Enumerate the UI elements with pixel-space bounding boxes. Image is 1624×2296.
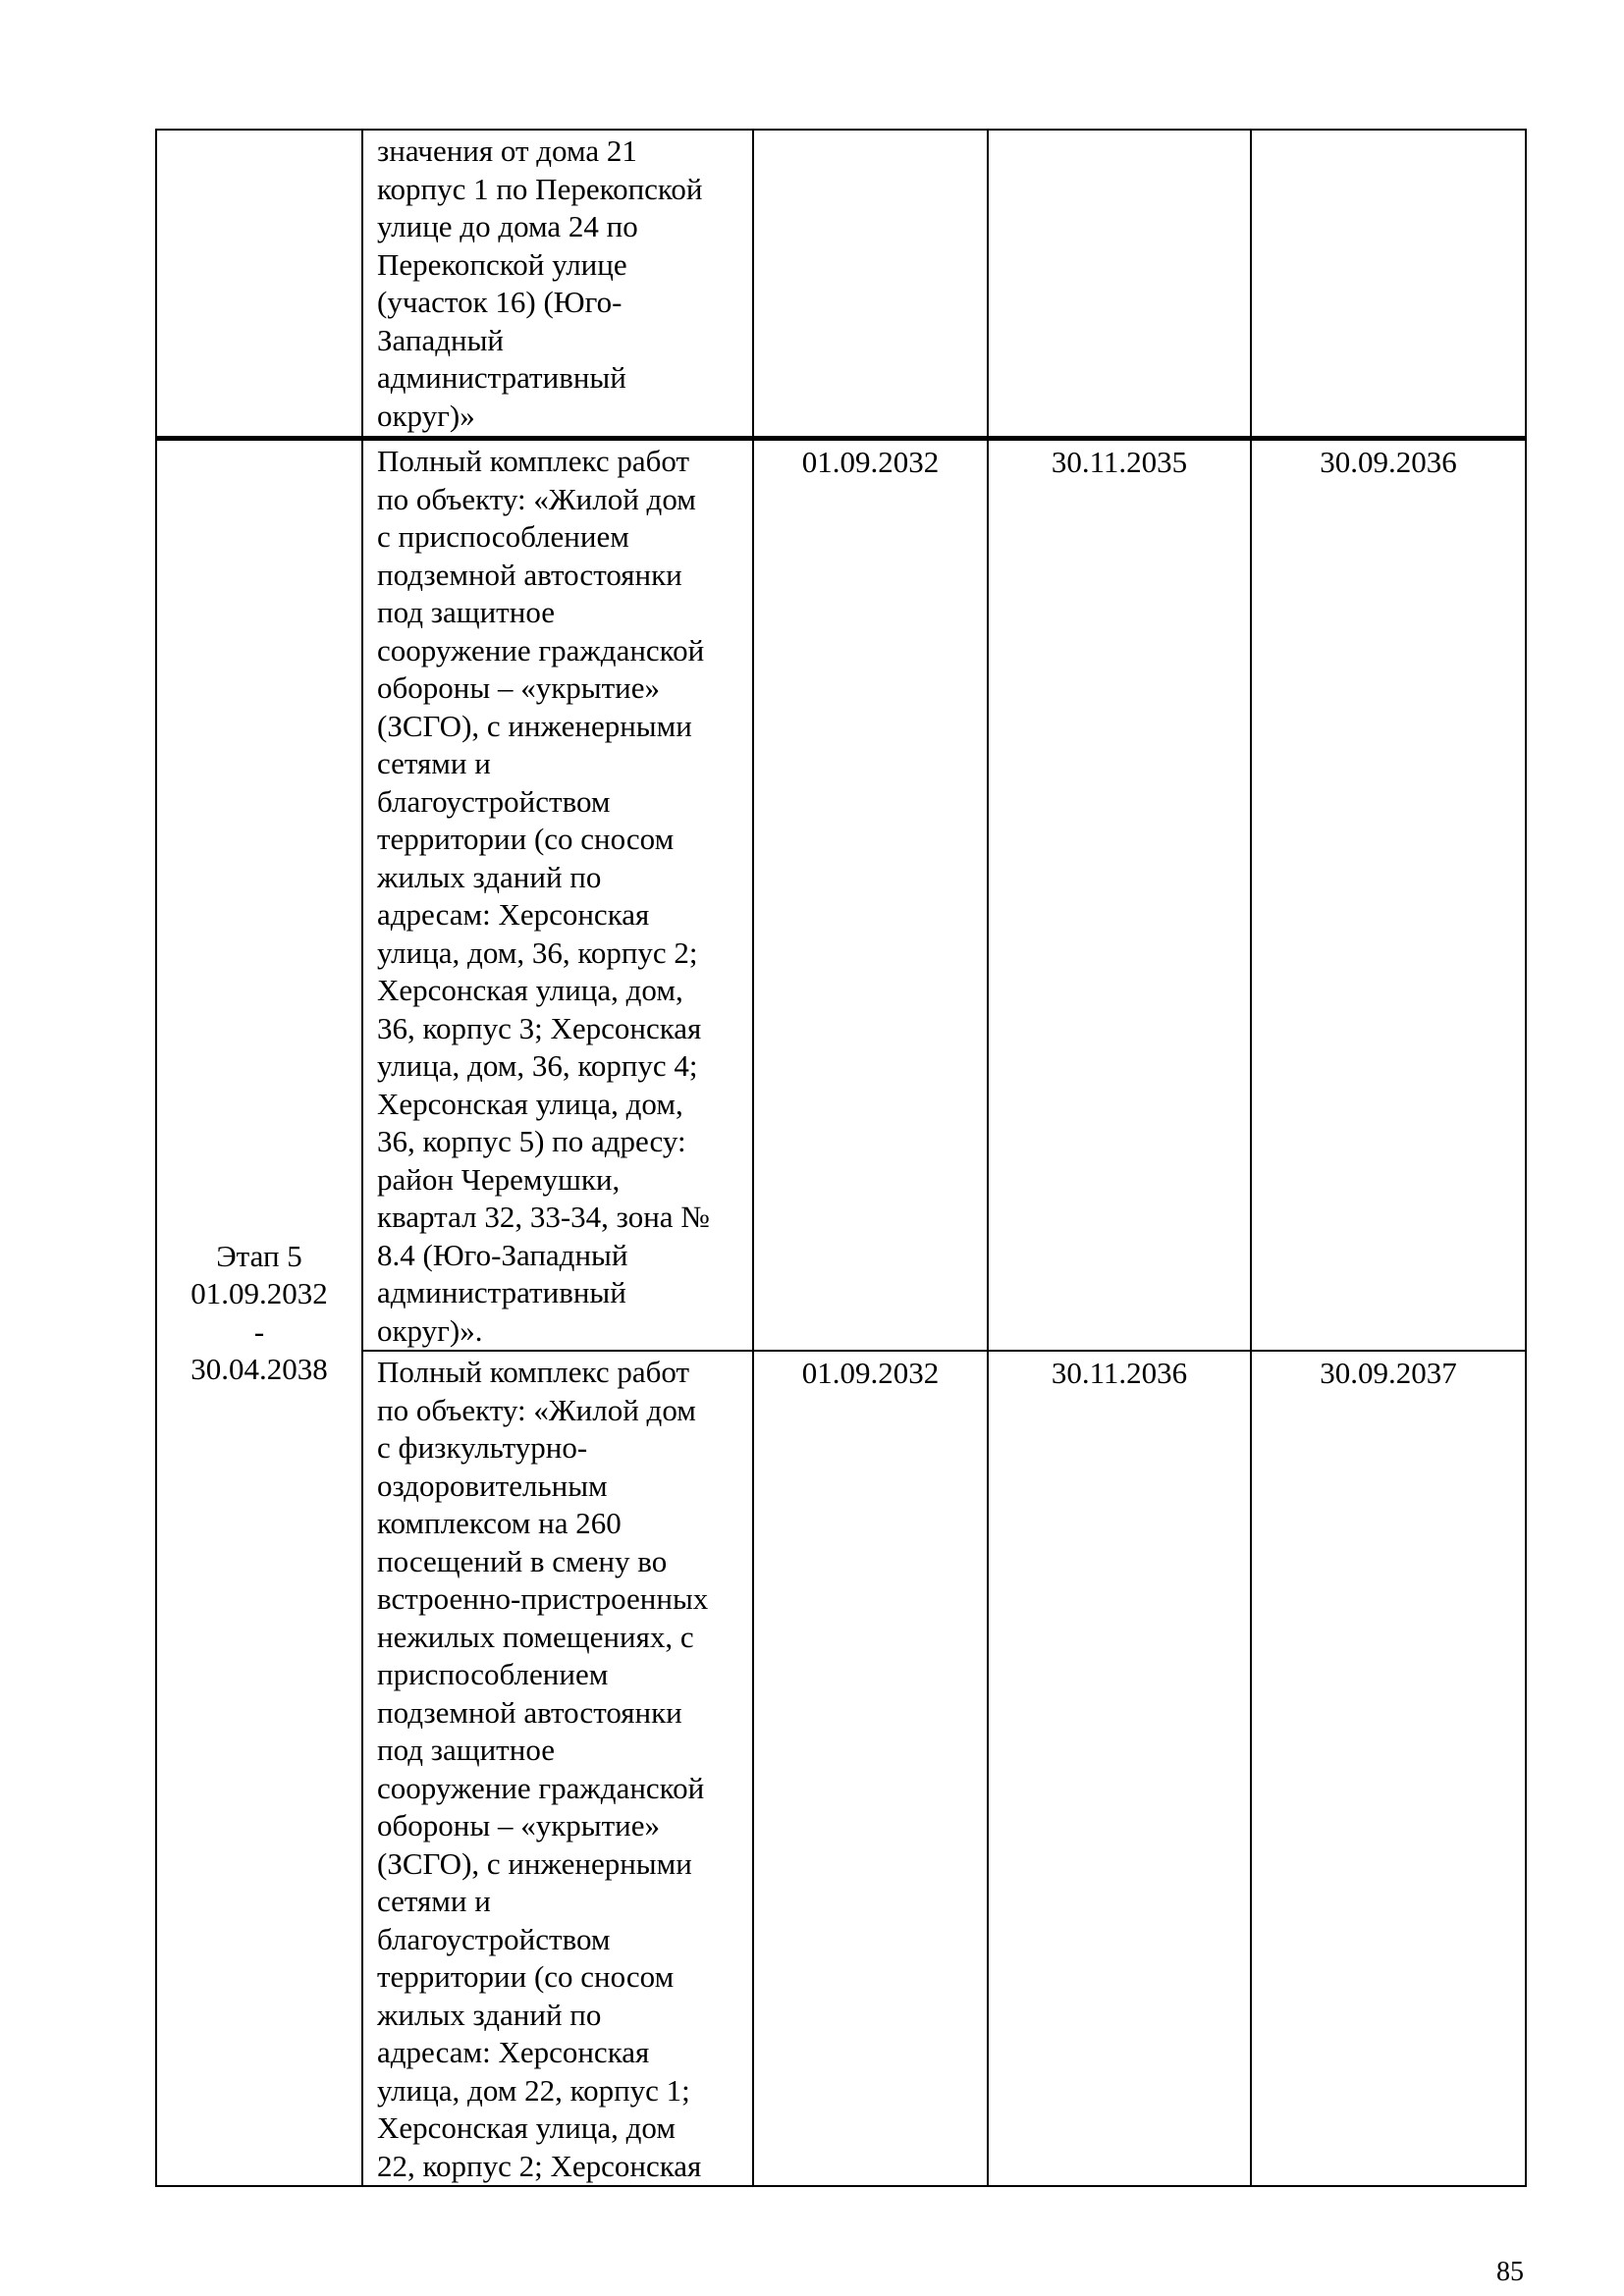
start-date bbox=[753, 130, 988, 439]
stage-name: Этап 5 bbox=[216, 1238, 302, 1273]
schedule-table bbox=[155, 129, 1527, 2187]
page-number: 85 bbox=[1496, 2257, 1524, 2287]
stage-start-date: 01.09.2032 bbox=[190, 1276, 328, 1310]
start-date: 01.09.2032 bbox=[753, 439, 988, 1352]
object-description: Полный комплекс работ по объекту: «Жилой дом с физкультурно- оздоровительным комплексом на 260 посещений в смену во встроенно-пристроенных нежилых помещениях, с приспособлением подземной автостоянки под защитное сооружение гражданской обороны – «укрытие» (ЗСГО), с инженерными сетями и благоустройством территории (со сносом жилых зданий по адресам: Херсонская улица, дом 22, корпус 1; Херсонская улица, дом 22, корпус 2; Херсонская bbox=[362, 1351, 753, 2186]
stage-end-date: 30.04.2038 bbox=[190, 1352, 328, 1386]
construction-end-date: 30.11.2035 bbox=[988, 439, 1251, 1352]
commissioning-date: 30.09.2036 bbox=[1251, 439, 1526, 1352]
object-description: Полный комплекс работ по объекту: «Жилой дом с приспособлением подземной автостоянки под защитное сооружение гражданской обороны – «укрытие» (ЗСГО), с инженерными сетями и благоустройством территории (со сносом жилых зданий по адресам: Херсонская улица, дом, 36, корпус 2; Херсонская улица, дом, 36, корпус 3; Херсонская улица, дом, 36, корпус 4; Херсонская улица, дом, 36, корпус 5) по адресу: район Черемушки, квартал 32, 33-34, зона № 8.4 (Юго-Западный административный округ)». bbox=[362, 439, 753, 1352]
object-description: значения от дома 21 корпус 1 по Перекопской улице до дома 24 по Перекопской улице (участок 16) (Юго- Западный административный округ)» bbox=[362, 130, 753, 439]
commissioning-date bbox=[1251, 130, 1526, 439]
construction-end-date: 30.11.2036 bbox=[988, 1351, 1251, 2186]
table-row bbox=[156, 130, 1526, 439]
commissioning-date: 30.09.2037 bbox=[1251, 1351, 1526, 2186]
construction-end-date bbox=[988, 130, 1251, 439]
empty-stage-cell bbox=[156, 130, 362, 439]
stage-cell bbox=[156, 439, 362, 2187]
stage-date-separator: - bbox=[253, 1313, 265, 1349]
start-date: 01.09.2032 bbox=[753, 1351, 988, 2186]
table-row bbox=[156, 1351, 1526, 2186]
table-row bbox=[156, 439, 1526, 1352]
